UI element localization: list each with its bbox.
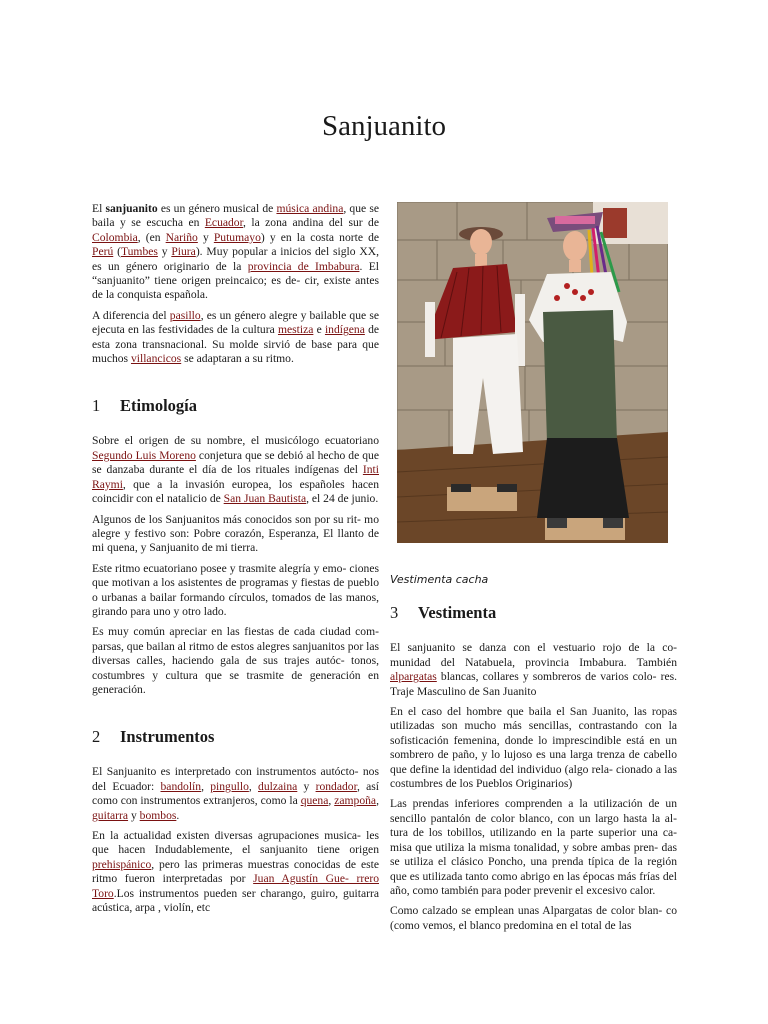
link-piura[interactable]: Piura bbox=[171, 245, 196, 259]
left-column bbox=[92, 202, 379, 921]
term-sanjuanito: sanjuanito bbox=[105, 202, 158, 215]
right-column bbox=[390, 202, 677, 939]
instrumentos-paragraph-2: En la actualidad existen diversas agrupaciones musica- les que hacen Indudablemente, el sanjuanito tiene origen prehispánico, pero las primeras muestras conocidas de este ritmo fueron interpretadas por Juan Agustín Gue- rrero Toro.Los instrumentos pueden ser charango, guiro, guitarra acústica, arpa , violín, etc bbox=[92, 829, 379, 915]
link-rondador[interactable]: rondador bbox=[315, 779, 357, 793]
link-san-juan-bautista[interactable]: San Juan Bautista bbox=[223, 492, 307, 506]
intro-paragraph-2: A diferencia del pasillo, es un género alegre y bailable que se ejecuta en las festividades de la cultura mestiza e indígena de esta zona transnacional. Su molde sirvió de base para que muchos villancicos se adaptaran a su ritmo. bbox=[92, 308, 380, 366]
heading-vestimenta: 3 Vestimenta bbox=[390, 603, 497, 623]
link-bandolin[interactable]: bandolín bbox=[160, 779, 202, 793]
link-inti-raymi[interactable]: Inti Raymi bbox=[92, 463, 379, 491]
etimologia-paragraph-4: Es muy común apreciar en las fiestas de cada ciudad com- parsas, que bailan al ritmo de estos alegres sanjuanitos por las diversas calles, haciendo gala de sus trajes autóc- tonos, costumbres y cultura que se trasmite de generación en generación. bbox=[92, 625, 379, 696]
link-guitarra[interactable]: guitarra bbox=[92, 808, 129, 822]
vestimenta-paragraph-1: El sanjuanito se danza con el vestuario rojo de la co- munidad del Natabuela, provincia Imbabura. También alpargatas blancas, collares y sombreros de varios colo- res. Traje Masculino de San Juanito bbox=[390, 641, 677, 698]
etimologia-paragraph-2: Algunos de los Sanjuanitos más conocidos son por su rit- mo alegre y festivo son: Pobre corazón, Esperanza, El llanto de mi quena, y Sanjuanito de mi tierra. bbox=[92, 512, 379, 555]
link-segundo-luis-moreno[interactable]: Segundo Luis Moreno bbox=[92, 448, 196, 462]
link-quena[interactable]: quena bbox=[300, 794, 329, 808]
instrumentos-paragraph-1: El Sanjuanito es interpretado con instrumentos autócto- nos del Ecuador: bandolín, pingullo, dulzaina y rondador, así como con instrumentos extranjeros, como la quena, zampoña, guitarra y bombos. bbox=[92, 765, 379, 822]
link-dulzaina[interactable]: dulzaina bbox=[258, 779, 298, 793]
link-ecuador[interactable]: Ecuador bbox=[204, 216, 244, 230]
vestimenta-paragraph-3: Las prendas inferiores comprenden a la utilización de un sencillo pantalón de color blanco, con un largo hasta la al- tura de los tobillos, utilizando en la parte superior una ca- misa que utiliza la misma tonalidad, y sobre ambas pren- das se utiliza el clásico Poncho, una prenda típica de la región que es utilizada tanto como abrigo en las épocas más frías del año, como también para poder prevenir el excesivo calor. bbox=[390, 797, 677, 897]
link-bombos[interactable]: bombos bbox=[139, 808, 177, 822]
link-colombia[interactable]: Colombia bbox=[92, 230, 138, 244]
link-indigena[interactable]: indígena bbox=[324, 323, 365, 337]
link-putumayo[interactable]: Putumayo bbox=[213, 230, 261, 244]
page-title: Sanjuanito bbox=[321, 110, 447, 142]
link-villancicos[interactable]: villancicos bbox=[130, 352, 182, 366]
vestimenta-paragraph-2: En el caso del hombre que baila el San Juanito, las ropas utilizadas son mucho más sencillas, contrastando con la sofisticación femenina, donde lo imprescindible está en un sombrero de paño, y lo lujoso es una larga trenza de cabello que define la identidad del individuo (algo rela- cionado a las costumbres de los Pueblos Originarios) bbox=[390, 705, 677, 791]
heading-instrumentos: 2 Instrumentos bbox=[92, 727, 215, 747]
etimologia-paragraph-3: Este ritmo ecuatoriano posee y trasmite alegría y emo- ciones que motivan a los asistentes de programas y fiestas de pueblo o urbanas a bailar formando círculos, tomados de las manos, girando para uno y otro lado. bbox=[92, 561, 379, 618]
link-musica-andina[interactable]: música andina bbox=[276, 202, 344, 215]
intro-paragraph-1: El sanjuanito es un género musical de música andina, que se baila y se escucha en Ecuador, la zona andina del sur de Colombia, (en Nariño y Putumayo) y en la costa norte de Perú (Tumbes y Piura). Muy popular a inicios del siglo XX, es un género originario de la provincia de Imbabura. El “sanjuanito” tiene origen preincaico; es de- cir, existe antes de la conquista española. bbox=[92, 202, 380, 302]
link-tumbes[interactable]: Tumbes bbox=[120, 245, 158, 259]
link-pasillo[interactable]: pasillo bbox=[169, 308, 201, 322]
link-zampona[interactable]: zampoña bbox=[334, 794, 377, 808]
link-mestiza[interactable]: mestiza bbox=[277, 323, 314, 337]
link-peru[interactable]: Perú bbox=[92, 245, 114, 259]
heading-etimologia: 1 Etimología bbox=[92, 396, 197, 416]
link-provincia-imbabura[interactable]: provincia de Imbabura bbox=[247, 259, 360, 273]
vestimenta-paragraph-4: Como calzado se emplean unas Alpargatas de color blan- co (como vemos, el blanco predomina en el total de las bbox=[390, 904, 677, 932]
link-pingullo[interactable]: pingullo bbox=[210, 779, 249, 793]
figure-caption: Vestimenta cacha bbox=[390, 573, 489, 586]
link-narino[interactable]: Nariño bbox=[165, 230, 198, 244]
link-juan-agustin-guerrero-toro[interactable]: Juan Agustín Gue- rrero Toro bbox=[92, 872, 379, 900]
etimologia-paragraph-1: Sobre el origen de su nombre, el musicólogo ecuatoriano Segundo Luis Moreno conjetura que se debió al hecho de que se danzaba durante el día de los rituales indígenas del Inti Raymi, que a la invasión europea, los españoles hacen coincidir con el natalicio de San Juan Bautista, el 24 de junio. bbox=[92, 434, 379, 506]
link-prehispanico[interactable]: prehispánico bbox=[92, 857, 152, 871]
traditional-costume-photo bbox=[397, 202, 668, 543]
figure bbox=[390, 202, 677, 587]
link-alpargatas[interactable]: alpargatas bbox=[390, 670, 437, 684]
